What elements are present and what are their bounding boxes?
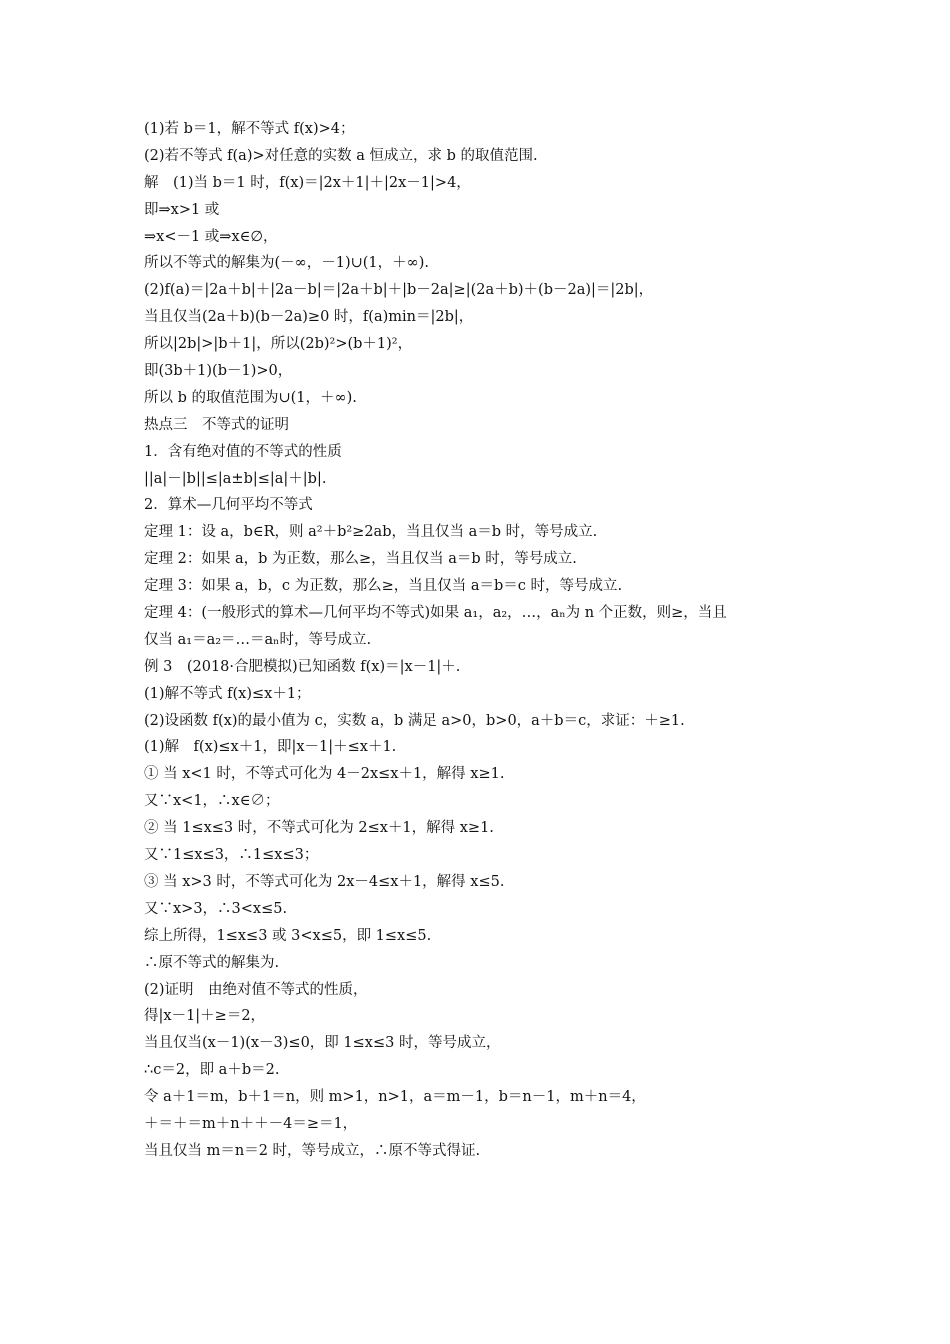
text-line: 又∵x>3，∴3<x≤5.	[144, 900, 288, 917]
text-line: 所以 b 的取值范围为∪(1，＋∞).	[144, 389, 357, 406]
text-line: ② 当 1≤x≤3 时，不等式可化为 2≤x＋1，解得 x≥1.	[144, 820, 494, 837]
text-line: 当且仅当 m＝n＝2 时，等号成立，∴原不等式得证.	[144, 1142, 481, 1159]
text-line: 解 (1)当 b＝1 时，f(x)＝|2x＋1|＋|2x－1|>4，	[144, 174, 471, 191]
text-line: 又∵1≤x≤3，∴1≤x≤3；	[144, 847, 319, 864]
text-line: ③ 当 x>3 时，不等式可化为 2x－4≤x＋1，解得 x≤5.	[144, 873, 505, 890]
text-line: 所以不等式的解集为(－∞，－1)∪(1，＋∞).	[144, 255, 429, 272]
text-line: 2．算术—几何平均不等式	[144, 497, 313, 514]
text-line: 即⇒x>1 或	[144, 201, 220, 218]
text-line: ⇒x<－1 或⇒x∈∅，	[144, 228, 278, 245]
text-line: 当且仅当(2a＋b)(b－2a)≥0 时，f(a)min＝|2b|，	[144, 309, 474, 326]
text-line: 1．含有绝对值的不等式的性质	[144, 443, 342, 460]
text-line: 定理 1：设 a，b∈R，则 a²＋b²≥2ab，当且仅当 a＝b 时，等号成立.	[144, 524, 598, 541]
text-line: (1)解 f(x)≤x＋1，即|x－1|＋≤x＋1.	[144, 739, 397, 756]
text-line: (2)f(a)＝|2a＋b|＋|2a－b|＝|2a＋b|＋|b－2a|≥|(2a＋b)＋(b－2a)|＝|2b|，	[144, 282, 654, 299]
text-line: (1)解不等式 f(x)≤x＋1；	[144, 685, 311, 702]
text-line: 定理 4：(一般形式的算术—几何平均不等式)如果 a₁，a₂，…，aₙ为 n 个正数，则≥，当且	[144, 605, 727, 622]
text-line: (2)证明 由绝对值不等式的性质，	[144, 981, 368, 998]
text-line: ① 当 x<1 时，不等式可化为 4－2x≤x＋1，解得 x≥1.	[144, 766, 505, 783]
text-line: 热点三 不等式的证明	[144, 416, 289, 433]
text-line: 定理 3：如果 a，b，c 为正数，那么≥，当且仅当 a＝b＝c 时，等号成立.	[144, 578, 623, 595]
text-line: 综上所得，1≤x≤3 或 3<x≤5，即 1≤x≤5.	[144, 927, 432, 944]
text-line: ∴c＝2，即 a＋b＝2.	[144, 1062, 280, 1079]
text-line: ∴原不等式的解集为.	[144, 954, 280, 971]
text-line: 令 a＋1＝m，b＋1＝n，则 m>1，n>1，a＝m－1，b＝n－1，m＋n＝4，	[144, 1089, 646, 1106]
text-line: 定理 2：如果 a，b 为正数，那么≥，当且仅当 a＝b 时，等号成立.	[144, 551, 577, 568]
text-line: 即(3b＋1)(b－1)>0，	[144, 363, 293, 380]
text-line: ||a|－|b||≤|a±b|≤|a|＋|b|.	[144, 470, 327, 487]
text-line: 当且仅当(x－1)(x－3)≤0，即 1≤x≤3 时，等号成立，	[144, 1035, 501, 1052]
text-line: 例 3 (2018·合肥模拟)已知函数 f(x)＝|x－1|＋.	[144, 658, 461, 675]
text-line: (2)设函数 f(x)的最小值为 c，实数 a，b 满足 a>0，b>0，a＋b＝c，求证：＋≥1.	[144, 712, 685, 729]
text-line: 所以|2b|>|b＋1|，所以(2b)²>(b＋1)²，	[144, 336, 413, 353]
text-line: 又∵x<1，∴x∈∅；	[144, 793, 280, 810]
text-line: (1)若 b＝1，解不等式 f(x)>4；	[144, 121, 355, 137]
text-line: (2)若不等式 f(a)>对任意的实数 a 恒成立，求 b 的取值范围.	[144, 147, 538, 164]
text-line: 得|x－1|＋≥＝2，	[144, 1008, 266, 1025]
text-line: 仅当 a₁＝a₂＝…＝aₙ时，等号成立.	[144, 631, 372, 648]
text-line: ＋＝＋＝m＋n＋＋－4＝≥＝1，	[144, 1115, 358, 1132]
document-body	[144, 116, 824, 1165]
